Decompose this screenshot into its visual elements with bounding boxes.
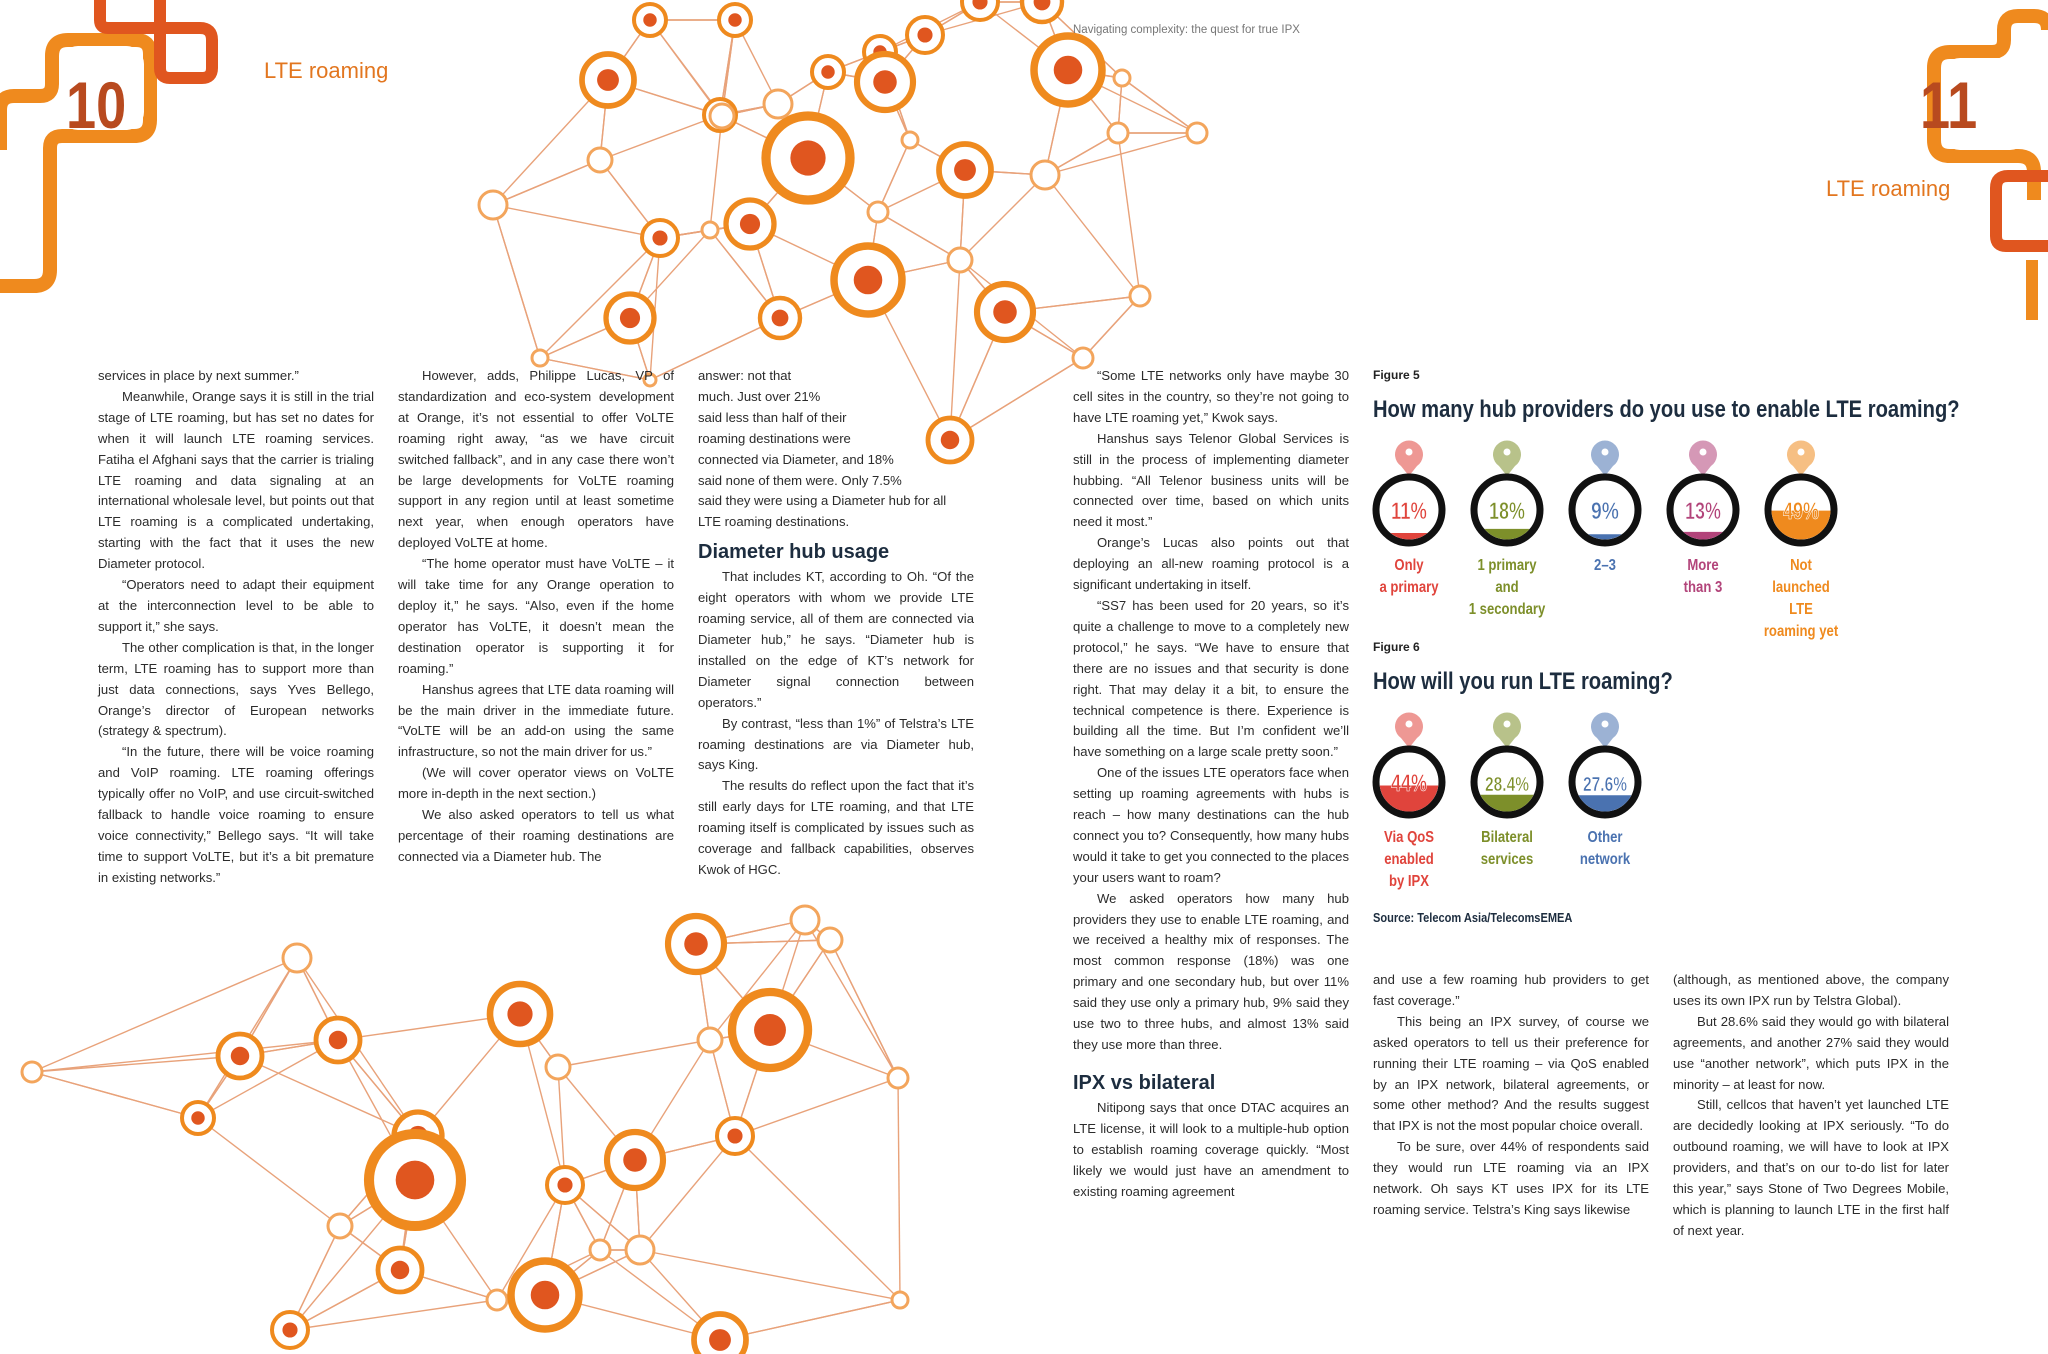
network-node <box>868 202 888 222</box>
icon-glyph <box>329 1031 347 1049</box>
paragraph: “SS7 has been used for 20 years, so it’s quite a challenge to move to a completely new protocol,” he says. “We have to ensure that there are no issues and that security is done right. That may delay it a bit, to ensure the technical competence is there. Experience is building all the time. But I’m confident we’ll have something on a large scale pretty soon.” <box>1073 597 1349 760</box>
paragraph: This being an IPX survey, of course we asked operators to tell us their preference for running their LTE roaming – via QoS enabled by an IPX network, bilateral agreements, or some other method? And the results suggest that IPX is not the most popular choice overall. <box>1373 1013 1649 1134</box>
stat-ring <box>1361 438 1457 550</box>
figure5-title: How many hub providers do you use to enable LTE roaming? <box>1373 396 1960 423</box>
network-node <box>546 1055 570 1079</box>
wrapped-line: connected via Diameter, and 18% <box>698 451 894 467</box>
stat-item <box>1361 438 1457 599</box>
network-node <box>1031 161 1059 189</box>
network-node <box>764 90 792 118</box>
network-node <box>588 148 612 172</box>
user-pin-icon <box>1395 441 1423 476</box>
stat-ring <box>1753 438 1849 550</box>
network-link <box>898 1078 900 1300</box>
paragraph: services in place by next summer.” <box>98 368 299 383</box>
paragraph: (We will cover operator views on VoLTE more in-depth in the next section.) <box>398 765 674 802</box>
network-link <box>600 115 720 160</box>
network-node <box>626 1236 654 1264</box>
paragraph: Hanshus says Telenor Global Services is still in the process of implementing diameter hubbing. “All Telenor business units will be connected over time, based on which units need it most.” <box>1073 430 1349 530</box>
paragraph: The results do reflect upon the fact that it’s still early days for LTE roaming, and that LTE roaming itself is complicated by issues such as coverage and fallback capabilities, observes Kwok of HGC. <box>698 778 974 877</box>
stat-value: 49% <box>1783 498 1819 525</box>
stat-caption: launched LTE <box>1772 579 1830 618</box>
stat-caption: Bilateral <box>1481 829 1533 846</box>
paragraph: “The home operator must have VoLTE – it will take time for any Orange operation to deploy it,” he says. “Also, even if the home operator has VoLTE, it doesn’t mean the destination operator is supporting it for roaming.” <box>398 556 674 676</box>
icon-glyph <box>643 13 656 26</box>
network-node <box>948 248 972 272</box>
stat-value: 44% <box>1391 770 1427 797</box>
wrapped-line: much. Just over 21% <box>698 388 821 404</box>
stat-caption: 1 primary and <box>1477 557 1537 596</box>
network-node <box>1073 348 1093 368</box>
wrapped-line: said they were using a Diameter hub for all <box>698 493 947 509</box>
network-node <box>479 191 507 219</box>
left-corner-ornament <box>0 0 300 300</box>
network-link <box>735 1078 898 1136</box>
stat-caption: enabled <box>1384 851 1434 868</box>
icon-glyph <box>391 1261 409 1279</box>
paragraph: Still, cellcos that haven’t yet launched LTE are decidedly looking at IPX seriously. “To do outbound roaming, we will have to look at IPX providers, and that’s on our to-do list for later this year,” says Stone of Two Degrees Mobile, which is planning to launch LTE in the first half of next year. <box>1673 1097 1949 1238</box>
icon-glyph <box>684 932 708 956</box>
stat-caption: roaming yet <box>1763 623 1839 640</box>
stat-ring <box>1459 710 1555 822</box>
network-link <box>493 205 660 238</box>
network-node <box>22 1062 42 1082</box>
stat-caption: Not <box>1790 557 1812 574</box>
stat-ring <box>1655 438 1751 550</box>
icon-glyph <box>740 214 760 234</box>
icon-glyph <box>727 1128 742 1143</box>
paragraph: Meanwhile, Orange says it is still in the trial stage of LTE roaming, but has set no dates for when it will launch LTE roaming services. Fatiha el Afghani says that the carrier is trialing LTE roaming and data signaling at an international wholesale level, but points out that LTE roaming is a complicated undertaking, starting with the fact that it uses the new Diameter protocol. <box>98 388 374 572</box>
icon-glyph <box>954 159 976 181</box>
stat-ring <box>1361 710 1457 822</box>
icon-glyph <box>231 1047 249 1065</box>
figure6-title: How will you run LTE roaming? <box>1373 668 1673 695</box>
section-heading-diameter: Diameter hub usage <box>698 541 890 564</box>
icon-glyph <box>531 1281 560 1310</box>
stat-ring <box>1459 438 1555 550</box>
column-6 <box>1673 970 1949 1242</box>
network-link <box>1122 78 1197 133</box>
network-link <box>830 940 898 1078</box>
network-node <box>487 1290 507 1310</box>
network-node <box>888 1068 908 1088</box>
network-node <box>283 944 311 972</box>
network-link <box>710 116 722 230</box>
icon-glyph <box>557 1177 572 1192</box>
network-link <box>558 1040 710 1067</box>
column-1 <box>98 366 374 889</box>
paragraph: However, adds, Philippe Lucas, VP of standardization and eco-system development at Orange, it’s not essential to offer VoLTE roaming right away, “as we have circuit switched fallback”, and in any case there won’t be large developments for VoLTE roaming support in any region until at least sometime next year, when enough operators have deployed VoLTE at home. <box>398 368 674 551</box>
left-page-number: 10 <box>66 68 127 142</box>
stat-value: 28.4% <box>1485 774 1530 796</box>
network-link <box>493 205 540 358</box>
paragraph: The other complication is that, in the longer term, LTE roaming has to support more than just data connections, says Yves Bellego, Orange’s director of European networks (strategy & spectrum). <box>98 639 374 739</box>
section-heading-ipx: IPX vs bilateral <box>1073 1071 1216 1094</box>
wrapped-line: said less than half of their <box>698 409 847 425</box>
icon-glyph <box>652 230 667 245</box>
paragraph: That includes KT, according to Oh. “Of the eight operators with whom we provide LTE roaming service, all of them are connected via Diameter hub,” he says. “Diameter hub is installed on the edge of KT’s network for Diameter signal connection between operators.” <box>698 569 974 710</box>
user-pin-icon <box>1395 713 1423 748</box>
network-node <box>902 132 918 148</box>
stat-item <box>1459 710 1555 871</box>
paragraph: To be sure, over 44% of respondents said they would run LTE roaming via an IPX network. Oh says KT uses IPX for its LTE roaming service. Telstra’s King says likewise <box>1373 1139 1649 1217</box>
stat-caption: 1 secondary <box>1468 601 1546 618</box>
paragraph: We also asked operators to tell us what percentage of their roaming destinations are connected via a Diameter hub. The <box>398 807 674 864</box>
user-pin-icon <box>1689 441 1717 476</box>
network-link <box>32 1072 198 1118</box>
right-corner-ornament <box>1868 0 2048 330</box>
stat-caption: Only <box>1394 557 1424 574</box>
stat-item <box>1655 438 1751 599</box>
icon-glyph <box>282 1322 297 1337</box>
icon-glyph <box>396 1161 435 1200</box>
icon-glyph <box>709 1329 731 1351</box>
network-node <box>1108 123 1128 143</box>
figure6-label: Figure 6 <box>1373 640 1420 654</box>
user-pin-icon <box>1787 441 1815 476</box>
network-link <box>290 1300 497 1330</box>
icon-glyph <box>754 1014 786 1046</box>
stat-value: 11% <box>1391 498 1427 525</box>
network-link <box>878 140 910 212</box>
network-link <box>198 1118 340 1226</box>
figure5-label: Figure 5 <box>1373 368 1420 382</box>
paragraph: (although, as mentioned above, the company uses its own IPX run by Telstra Global). <box>1673 972 1949 1008</box>
stat-value: 9% <box>1591 498 1619 525</box>
icon-glyph <box>623 1148 647 1172</box>
icon-glyph <box>597 69 619 91</box>
user-pin-icon <box>1493 713 1521 748</box>
user-pin-icon <box>1493 441 1521 476</box>
icon-glyph <box>1054 56 1083 85</box>
stat-caption: network <box>1579 851 1631 868</box>
network-link <box>1083 296 1140 358</box>
network-node <box>328 1214 352 1238</box>
paragraph: Hanshus agrees that LTE data roaming will be the main driver in the immediate future. “VoLTE will be an add-on using the same infrastructure, so not the main driver for us.” <box>398 681 674 760</box>
icon-glyph <box>620 308 640 328</box>
stat-item <box>1557 438 1653 577</box>
network-node <box>1114 70 1130 86</box>
paragraph: “Operators need to adapt their equipment at the interconnection level to be able to support it,” she says. <box>98 577 374 634</box>
paragraph: Orange’s Lucas also points out that deploying an all-new roaming protocol is a significant undertaking in itself. <box>1073 535 1349 593</box>
stat-caption: More <box>1687 557 1719 574</box>
wrapped-line: roaming destinations were <box>698 430 851 446</box>
icon-glyph <box>993 300 1017 324</box>
stat-caption: Via QoS <box>1383 829 1435 846</box>
stat-caption: Other <box>1587 829 1623 846</box>
network-node <box>892 1292 908 1308</box>
figure6-source: Source: Telecom Asia/TelecomsEMEA <box>1373 910 1573 925</box>
icon-glyph <box>917 27 932 42</box>
column-2 <box>398 366 674 868</box>
network-node <box>1187 123 1207 143</box>
wrapped-line: LTE roaming destinations. <box>698 514 850 530</box>
column-4 <box>1073 366 1349 1202</box>
stat-item <box>1557 710 1653 871</box>
stat-ring <box>1557 438 1653 550</box>
network-link <box>640 1250 900 1300</box>
right-page-number: 11 <box>1920 68 1978 142</box>
paragraph: Nitipong says that once DTAC acquires an LTE license, it will look to a multiple-hub option to establish roaming coverage quickly. “Most likely we would just have an amendment to existing roaming agreement <box>1073 1099 1349 1199</box>
network-node <box>590 1240 610 1260</box>
user-pin-icon <box>1591 713 1619 748</box>
paragraph: One of the issues LTE operators face when setting up roaming agreements with hubs is reach – how many destinations can the hub connect you to? Consequently, how many hubs would it take to get you connected to the places your users want to roam? <box>1073 765 1349 885</box>
network-node <box>702 222 718 238</box>
right-section-label: LTE roaming <box>1826 176 1951 201</box>
paragraph: We asked operators how many hub providers they use to enable LTE roaming, and we received a healthy mix of responses. The most common response (18%) was one primary and one secondary hub, but over 11% said they use only a primary hub, 9% said they use two to three hubs, and almost 13% said they use more than three. <box>1073 890 1349 1052</box>
paragraph: and use a few roaming hub providers to get fast coverage.” <box>1373 972 1649 1008</box>
left-section-label: LTE roaming <box>264 58 389 83</box>
column-3 <box>698 366 974 881</box>
paragraph: But 28.6% said they would go with bilateral agreements, and another 27% said they would use “another network”, which puts IPX in the minority – at least for now. <box>1673 1013 1949 1092</box>
icon-glyph <box>507 1001 532 1026</box>
stat-value: 13% <box>1685 498 1721 525</box>
paragraph: “Some LTE networks only have maybe 30 cell sites in the country, so they’re not going to have LTE roaming yet,” Kwok says. <box>1073 368 1349 425</box>
network-link <box>735 1136 900 1300</box>
stat-item <box>1361 710 1457 893</box>
network-node <box>791 906 819 934</box>
user-pin-icon <box>1591 441 1619 476</box>
stat-caption: 2–3 <box>1594 557 1616 574</box>
icon-glyph <box>854 266 883 295</box>
icon-glyph <box>873 70 897 94</box>
stat-caption: than 3 <box>1683 579 1723 596</box>
running-head: Navigating complexity: the quest for true IPX <box>1073 24 1300 36</box>
stat-item <box>1459 438 1555 621</box>
paragraph: “In the future, there will be voice roaming and VoIP roaming. LTE roaming offerings typically offer no VoIP, and use circuit-switched fallback to handle voice roaming to ensure voice connectivity,” Bellego says. “It will take time to support VoLTE, but it’s a bit premature in existing networks.” <box>98 744 374 885</box>
icon-glyph <box>821 65 834 78</box>
network-node <box>818 928 842 952</box>
stat-caption: services <box>1480 851 1534 868</box>
icon-glyph <box>728 13 741 26</box>
icon-glyph <box>772 310 789 327</box>
column-5 <box>1373 970 1649 1221</box>
stat-value: 27.6% <box>1583 774 1628 796</box>
network-node <box>698 1028 722 1052</box>
stat-caption: a primary <box>1379 579 1439 596</box>
network-link <box>32 1040 338 1072</box>
wrapped-line: answer: not that <box>698 368 792 383</box>
icon-glyph <box>191 1111 204 1124</box>
network-link <box>493 160 600 205</box>
icon-glyph <box>790 140 825 175</box>
paragraph: By contrast, “less than 1%” of Telstra’s LTE roaming destinations are via Diameter hub, says King. <box>698 715 974 773</box>
wrapped-line: said none of them were. Only 7.5% <box>698 472 902 488</box>
stat-ring <box>1557 710 1653 822</box>
stat-item <box>1753 438 1849 643</box>
network-node <box>1130 286 1150 306</box>
network-node <box>710 104 734 128</box>
stat-caption: by IPX <box>1388 873 1430 890</box>
stat-value: 18% <box>1489 498 1525 525</box>
